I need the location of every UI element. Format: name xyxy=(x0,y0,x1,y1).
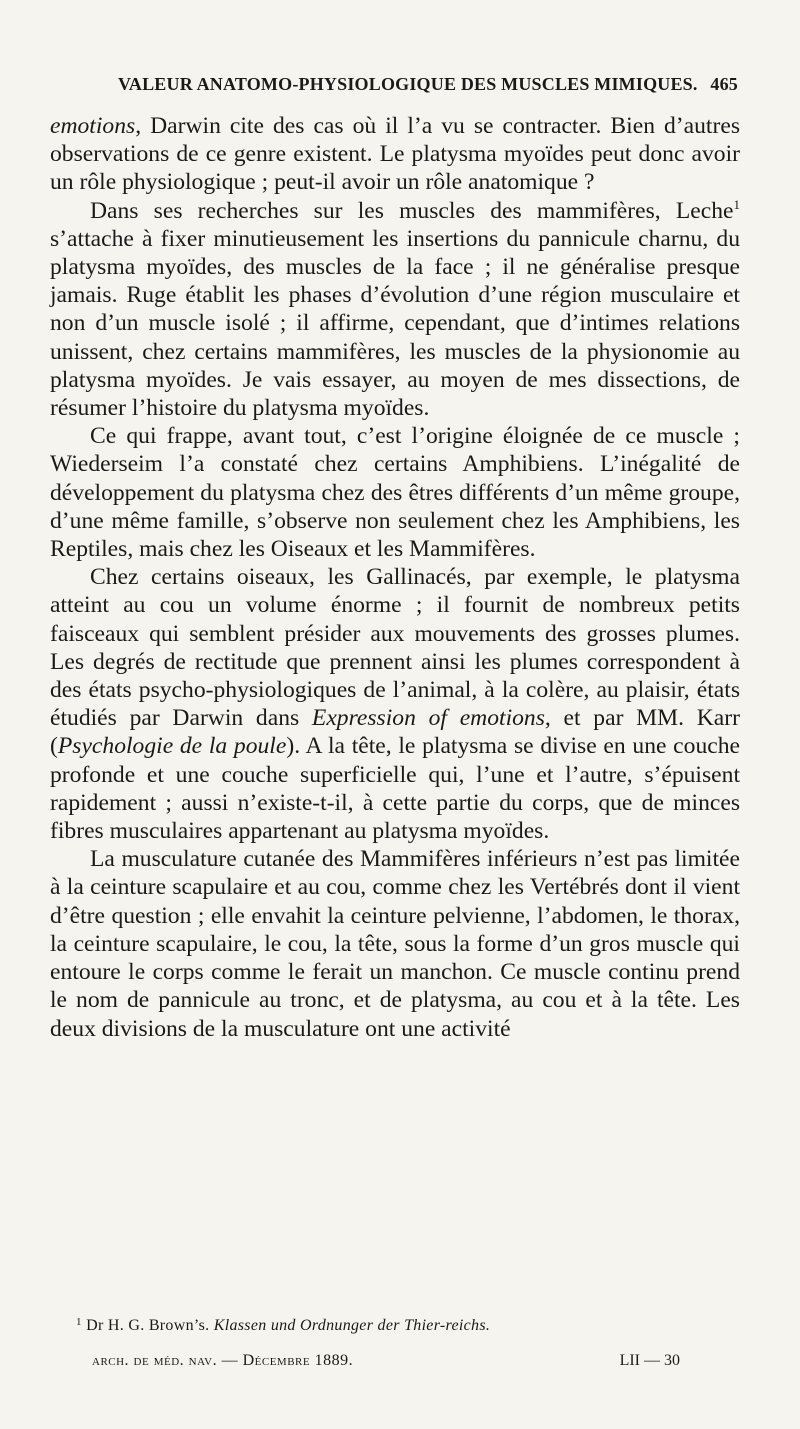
footnote xyxy=(76,1317,490,1335)
paragraph-text: Chez certains oiseaux, les Gallinacés, par exemple, le platysma atteint au cou un volume énorme ; il fournit de nombreux petits faisceaux qui semblent présider aux mouvements des grosses plumes. Les degrés de rectitude que prennent ainsi les plumes correspondent à des états psycho-physiologiques de l’animal, à la colère, au plaisir, états étudiés par Darwin dans xyxy=(50,564,740,732)
italic-word: emotions xyxy=(50,113,136,139)
book-title: Psychologie de la poule xyxy=(57,733,287,760)
journal-signature: arch. de méd. nav. — Décembre 1889. xyxy=(92,1352,354,1369)
book-title: Expression of emotions xyxy=(311,705,545,732)
footnote-reference: 1 xyxy=(733,196,740,212)
paragraph-3 xyxy=(50,422,740,563)
page-number: 465 xyxy=(710,74,738,94)
body-text xyxy=(50,112,740,1043)
paragraph-text: , et par MM. Karr ( xyxy=(50,705,740,760)
paragraph-text: La musculature cutanée des Mammifères inférieurs n’est pas limitée à la ceinture scapulaire et au cou, comme chez les Vertébrés dont il vient d’être question ; elle envahit la ceinture pelvienne, l’abdomen, le thorax, la ceinture scapulaire, le cou, la tête, sous la forme d’un gros muscle qui entoure le corps comme le ferait un manchon. Ce muscle continu prend le nom de pannicule au tronc, et de platysma, au cou et à la tête. Les deux divisions de la musculature ont une activité xyxy=(50,846,740,1042)
paragraph-1 xyxy=(50,112,740,197)
running-title: VALEUR ANATOMO-PHYSIOLOGIQUE DES MUSCLES MIMIQUES. xyxy=(118,74,698,94)
running-header xyxy=(118,74,738,95)
paragraph-text: s’attache à fixer minutieusement les insertions du pannicule charnu, du platysma myoïdes, des muscles de la face ; il ne généralise presque jamais. Ruge établit les phases d’évolution d’une région musculaire et non d’un muscle isolé ; il affirme, cependant, que d’intimes relations unissent, chez certains mammifères, les muscles de la physionomie au platysma myoïdes. Je vais essayer, au moyen de mes dissections, de résumer l’histoire du platysma myoïdes. xyxy=(50,225,740,422)
paragraph-text: Ce qui frappe, avant tout, c’est l’origine éloignée de ce muscle ; Wiederseim l’a constaté chez certains Amphibiens. L’inégalité de développement du platysma chez des êtres différents d’un même groupe, d’une même famille, s’observe non seulement chez les Amphibiens, les Reptiles, mais chez les Oiseaux et les Mammifères. xyxy=(50,423,740,563)
paragraph-5 xyxy=(50,845,740,1042)
footnote-marker: 1 xyxy=(76,1316,82,1328)
footnote-title: Klassen und Ordnunger der Thier-reichs. xyxy=(213,1317,491,1334)
paragraph-2 xyxy=(50,197,740,423)
page-footer xyxy=(92,1352,680,1370)
paragraph-4 xyxy=(50,563,740,845)
footnote-text: Dr H. G. Brown’s. xyxy=(86,1317,214,1334)
paragraph-text: , Darwin cite des cas où il l’a vu se contracter. Bien d’autres observations de ce genre existent. Le platysma myoïdes peut donc avoir un rôle physiologique ; peut-il avoir un rôle anatomique ? xyxy=(50,113,740,196)
paragraph-text: Dans ses recherches sur les muscles des mammifères, Leche xyxy=(90,197,734,224)
paragraph-text: ). A la tête, le platysma se divise en une couche profonde et une couche superficielle qui, l’une et l’autre, s’épuisent rapidement ; aussi n’existe-t-il, à cette partie du corps, que de minces fibres musculaires appartenant au platysma myoïdes. xyxy=(50,733,740,845)
sheet-signature: LII — 30 xyxy=(619,1352,680,1369)
